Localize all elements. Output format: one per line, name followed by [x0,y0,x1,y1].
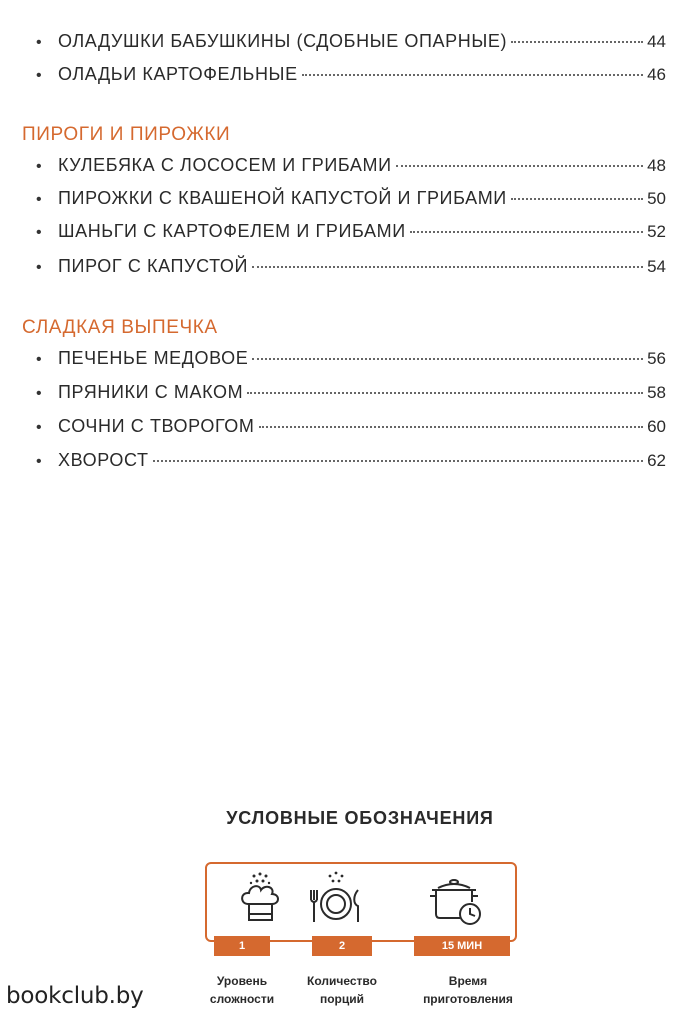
legend-item-cooking-time [402,870,522,1010]
dot-leader [410,231,643,233]
entry-title: ХВОРОСТ [58,450,149,470]
section-heading: ПИРОГИ И ПИРОЖКИ [22,124,231,145]
dot-leader [259,426,644,428]
page-number: 60 [647,417,666,436]
dot-leader [511,41,643,43]
entry-title: ПРЯНИКИ С МАКОМ [58,382,244,402]
bullet: • [36,158,43,175]
legend-title: УСЛОВНЫЕ ОБОЗНАЧЕНИЯ [226,808,494,828]
dot-leader [511,198,643,200]
legend-caption [282,972,402,1008]
toc-entry [36,348,666,378]
toc-entry [36,382,666,412]
time-badge: 15 МИН [414,936,510,956]
caption-line: порций [319,992,365,1006]
entry-title: ПИРОЖКИ С КВАШЕНОЙ КАПУСТОЙ И ГРИБАМИ [58,188,507,208]
entry-title: ПИРОГ С КАПУСТОЙ [58,256,249,276]
toc-entry [36,155,666,185]
dot-leader [252,266,643,268]
entry-title: СОЧНИ С ТВОРОГОМ [58,416,255,436]
plate-cutlery-icon [306,870,366,930]
dot-leader [247,392,643,394]
toc-entry [36,450,666,480]
page-number: 58 [647,383,666,402]
caption-line: Время [448,974,488,988]
entry-title: ПЕЧЕНЬЕ МЕДОВОЕ [58,348,249,368]
difficulty-badge: 1 [214,936,270,956]
watermark: bookclub.by [6,983,144,1009]
caption-line: Уровень [216,974,268,988]
dot-leader [396,165,643,167]
dot-leader [302,74,643,76]
toc-entry [36,188,666,218]
caption-line: сложности [209,992,275,1006]
entry-title: ШАНЬГИ С КАРТОФЕЛЕМ И ГРИБАМИ [58,221,406,241]
page-number: 52 [647,222,666,241]
dot-leader [153,460,643,462]
chef-hat-icon [230,870,290,930]
toc-entry [36,64,666,94]
page-number: 50 [647,189,666,208]
bullet: • [36,419,43,436]
bullet: • [36,224,43,241]
bullet: • [36,351,43,368]
page-number: 54 [647,257,666,276]
page-number: 44 [647,32,666,51]
bullet: • [36,259,43,276]
section-heading: СЛАДКАЯ ВЫПЕЧКА [22,317,218,338]
entry-title: ОЛАДУШКИ БАБУШКИНЫ (СДОБНЫЕ ОПАРНЫЕ) [58,31,508,51]
page-number: 46 [647,65,666,84]
bullet: • [36,453,43,470]
bullet: • [36,34,43,51]
servings-badge: 2 [312,936,372,956]
bullet: • [36,191,43,208]
bullet: • [36,385,43,402]
cooking-pot-timer-icon [426,870,486,930]
dot-leader [252,358,643,360]
entry-title: ОЛАДЬИ КАРТОФЕЛЬНЫЕ [58,64,298,84]
caption-line: Количество [307,974,377,988]
bullet: • [36,67,43,84]
toc-entry [36,221,666,251]
page-number: 48 [647,156,666,175]
entry-title: КУЛЕБЯКА С ЛОСОСЕМ И ГРИБАМИ [58,155,392,175]
toc-entry [36,31,666,61]
legend-item-servings [286,870,406,1010]
page-number: 56 [647,349,666,368]
toc-entry [36,256,666,286]
legend-caption [408,972,528,1008]
caption-line: приготовления [423,992,513,1006]
page-number: 62 [647,451,666,470]
toc-entry [36,416,666,446]
